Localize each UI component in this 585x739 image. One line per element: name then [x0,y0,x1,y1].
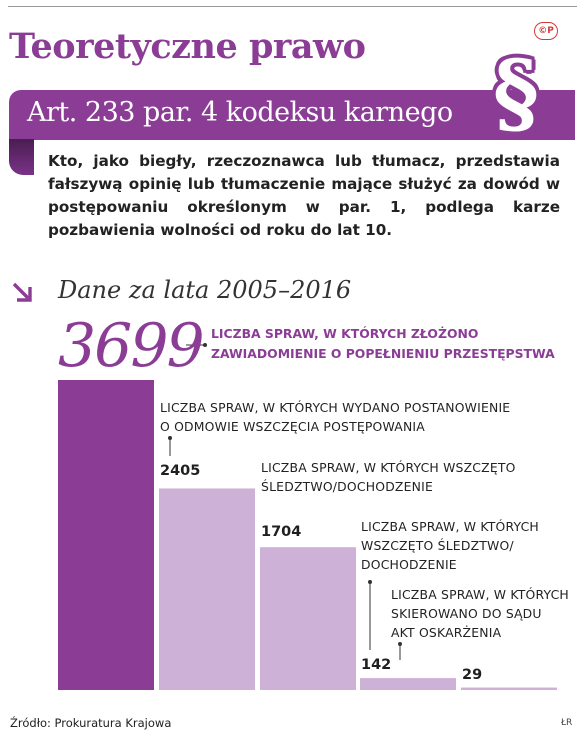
bar-1 [159,488,255,690]
bar-label-1-line-2: O ODMOWIE WSZCZĘCIA POSTĘPOWANIA [160,419,425,434]
copyright-logo: ©P [534,22,558,40]
bar-label-1-line-1: LICZBA SPRAW, W KTÓRYCH WYDANO POSTANOWIENIE [160,400,511,415]
bar-value-0: 3699 [58,311,203,381]
leader-dot-3 [398,642,402,646]
data-period-subtitle: Dane za lata 2005–2016 [58,276,352,304]
leader-dot-2 [368,580,372,584]
bar-value-2: 1704 [261,524,302,540]
bar-label-2-line-1: LICZBA SPRAW, W KTÓRYCH WSZCZĘTO [261,460,516,475]
bar-label-0-line-2: ZAWIADOMIENIE O POPEŁNIENIU PRZESTĘPSTWA [211,346,555,361]
bar-3 [360,678,456,690]
bar-label-4-line-3: AKT OSKARŻENIA [391,625,502,640]
bar-label-3 [361,517,539,574]
bar-label-1 [160,398,510,436]
leader-dot-1 [168,436,172,440]
bar-label-4-line-1: LICZBA SPRAW, W KTÓRYCH [391,587,569,602]
bar-value-1: 2405 [160,463,201,479]
bar-label-2-line-2: ŚLEDZTWO/DOCHODZENIE [261,479,433,494]
article-text: Kto, jako biegły, rzeczoznawca lub tłumacz, przedstawia fałszywą opinię lub tłumaczenie mające służyć za dowód w postępowaniu określonym w par. 1, podlega karze pozbawienia wolności od roku do lat 10. [48,152,560,239]
bar-label-2 [261,458,516,496]
bar-label-0-line-1: LICZBA SPRAW, W KTÓRYCH ZŁOŻONO [211,326,479,341]
bar-label-3-line-2: WSZCZĘTO ŚLEDZTWO/ [361,538,514,553]
author-initials: ŁR [561,718,573,728]
bar-label-0 [211,324,555,364]
source-note: Źródło: Prokuratura Krajowa [10,716,172,730]
bar-label-4-line-2: SKIEROWANO DO SĄDU [391,606,542,621]
bar-4 [461,688,557,690]
paragraph-icon: § [493,40,540,144]
bar-value-4: 29 [462,667,483,683]
bar-label-3-line-1: LICZBA SPRAW, W KTÓRYCH [361,519,539,534]
bar-2 [260,547,356,690]
bar-label-4 [391,585,569,642]
leader-dot-0 [203,343,207,347]
bar-label-3-line-3: DOCHODZENIE [361,557,457,572]
page-title: Teoretyczne prawo [9,26,366,67]
bar-0 [58,380,154,690]
bar-value-3: 142 [361,657,392,673]
article-title: Art. 233 par. 4 kodeksu karnego [27,97,453,128]
